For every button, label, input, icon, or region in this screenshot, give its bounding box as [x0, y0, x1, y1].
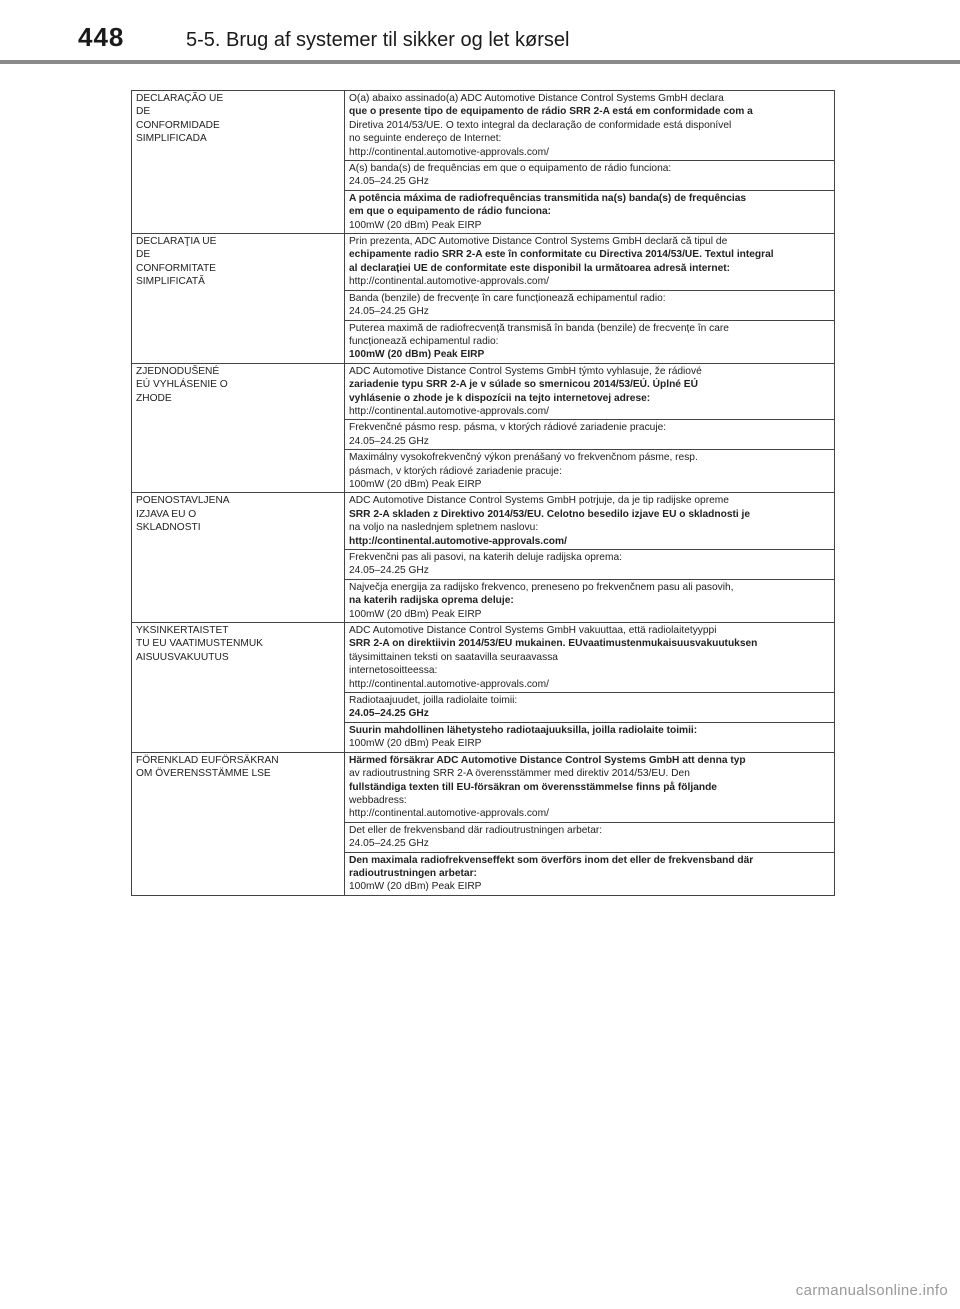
- declaration-text-line: zariadenie typu SRR 2-A je v súlade so smernicou 2014/53/EÚ. Úplné EÚ: [349, 379, 698, 391]
- declaration-text: [345, 234, 835, 291]
- declaration-title-line: YKSINKERTAISTET: [136, 625, 229, 637]
- declaration-title-line: FÖRENKLAD EUFÖRSÄKRAN: [136, 754, 279, 766]
- declaration-text-line: Den maximala radiofrekvenseffekt som överförs inom det eller de frekvensband där: [349, 854, 754, 866]
- declaration-title-line: IZJAVA EU O: [136, 508, 197, 520]
- declaration-text-line: http://continental.automotive-approvals.com/: [349, 808, 549, 820]
- declaration-text-line: Puterea maximă de radiofrecvență transmisă în banda (benzile) de frecvențe în care: [349, 322, 729, 334]
- declaration-text-line: Frekvenčni pas ali pasovi, na katerih deluje radijska oprema:: [349, 552, 622, 563]
- declaration-text-line: al declarației UE de conformitate este disponibil la următoarea adresă internet:: [349, 262, 731, 274]
- declaration-text-line: A(s) banda(s) de frequências em que o equipamento de rádio funciona:: [349, 163, 672, 175]
- declaration-text-line: 24.05–24.25 GHz: [349, 838, 429, 850]
- declaration-row: [132, 234, 835, 291]
- declaration-text-line: Banda (benzile) de frecvențe în care funcționează echipamentul radio:: [349, 292, 666, 304]
- declaration-text-line: Radiotaajuudet, joilla radiolaite toimii:: [349, 695, 518, 707]
- declaration-text-line: que o presente tipo de equipamento de rádio SRR 2-A está em conformidade com a: [349, 106, 753, 118]
- declaration-title-line: SKLADNOSTI: [136, 522, 201, 534]
- declaration-text-line: täysimittainen teksti on saatavilla seuraavassa: [349, 651, 558, 663]
- declaration-text-line: ADC Automotive Distance Control Systems GmbH potrjuje, da je tip radijske opreme: [349, 495, 729, 507]
- declaration-text-line: http://continental.automotive-approvals.com/: [349, 405, 549, 417]
- declaration-text-line: ADC Automotive Distance Control Systems GmbH týmto vyhlasuje, že rádiové: [349, 365, 702, 377]
- declaration-text-line: 24.05–24.25 GHz: [349, 176, 429, 188]
- header-divider: [0, 60, 960, 64]
- declaration-title: [132, 363, 345, 493]
- declaration-row: [132, 752, 835, 822]
- declaration-text-line: em que o equipamento de rádio funciona:: [349, 206, 552, 218]
- declaration-row: [132, 493, 835, 550]
- declaration-text: [345, 852, 835, 895]
- declaration-row: [132, 91, 835, 161]
- declaration-title-line: SIMPLIFICADA: [136, 133, 207, 145]
- declaration-text-line: Suurin mahdollinen lähetysteho radiotaajuuksilla, joilla radiolaite toimii:: [349, 724, 698, 736]
- declaration-text-line: na voljo na naslednjem spletnem naslovu:: [349, 522, 539, 534]
- declaration-text-line: 24.05–24.25 GHz: [349, 306, 429, 318]
- declaration-text-line: 100mW (20 dBm) Peak EIRP: [349, 738, 482, 750]
- declaration-text-line: http://continental.automotive-approvals.com/: [349, 678, 549, 690]
- declaration-text-line: radioutrustningen arbetar:: [349, 867, 477, 879]
- declaration-title-line: DECLARAÇÃO UE: [136, 93, 224, 104]
- declaration-text: [345, 320, 835, 363]
- declaration-text-line: av radioutrustning SRR 2-A överensstämmer med direktiv 2014/53/EU. Den: [349, 768, 690, 780]
- declaration-text-line: SRR 2-A skladen z Direktivo 2014/53/EU. Celotno besedilo izjave EU o skladnosti je: [349, 508, 751, 520]
- declaration-text-line: na katerih radijska oprema deluje:: [349, 595, 514, 607]
- declaration-title: [132, 91, 345, 234]
- declaration-text: [345, 290, 835, 320]
- declaration-text-line: 24.05–24.25 GHz: [349, 565, 429, 577]
- declaration-title-line: ZHODE: [136, 392, 172, 404]
- declaration-text-line: A potência máxima de radiofrequências transmitida na(s) banda(s) de frequências: [349, 192, 747, 204]
- declaration-text: [345, 450, 835, 493]
- declaration-text-line: internetosoitteessa:: [349, 665, 438, 677]
- declaration-title-line: CONFORMITATE: [136, 262, 216, 274]
- watermark-logo: carmanualsonline.info: [795, 1282, 948, 1299]
- declaration-title-line: TU EU VAATIMUSTENMUK: [136, 638, 263, 650]
- declaration-text: [345, 722, 835, 752]
- declaration-text: [345, 363, 835, 420]
- declaration-text-line: 100mW (20 dBm) Peak EIRP: [349, 478, 482, 490]
- declaration-title-line: AISUUSVAKUUTUS: [136, 651, 229, 663]
- declaration-text-line: Diretiva 2014/53/UE. O texto integral da declaração de conformidade está disponível: [349, 119, 732, 131]
- declaration-text-line: http://continental.automotive-approvals.com/: [349, 535, 567, 547]
- declaration-text: [345, 693, 835, 723]
- declaration-text: [345, 579, 835, 622]
- declaration-text-line: 100mW (20 dBm) Peak EIRP: [349, 608, 482, 620]
- declaration-text-line: fullständiga texten till EU-försäkran om överensstämmelse finns på följande: [349, 781, 717, 793]
- declaration-title-line: CONFORMIDADE: [136, 119, 220, 131]
- declaration-text-line: Prin prezenta, ADC Automotive Distance Control Systems GmbH declară că tipul de: [349, 236, 728, 248]
- declaration-text: [345, 190, 835, 233]
- declaration-text-line: Maximálny vysokofrekvenčný výkon prenášaný vo frekvenčnom pásme, resp.: [349, 452, 698, 464]
- declaration-text-line: 100mW (20 dBm) Peak EIRP: [349, 219, 482, 231]
- declaration-text-line: 100mW (20 dBm) Peak EIRP: [349, 349, 485, 361]
- declaration-title: [132, 752, 345, 895]
- declaration-text-line: webbadress:: [349, 794, 407, 806]
- page-number: 448: [78, 22, 125, 52]
- declaration-text-line: Frekvenčné pásmo resp. pásma, v ktorých rádiové zariadenie pracuje:: [349, 422, 667, 434]
- declaration-text: [345, 623, 835, 693]
- declaration-text: [345, 161, 835, 191]
- declaration-title-line: DE: [136, 106, 151, 118]
- page-header: [0, 0, 960, 62]
- declaration-text-line: funcționează echipamentul radio:: [349, 335, 499, 347]
- declaration-text: [345, 420, 835, 450]
- declaration-text-line: 100mW (20 dBm) Peak EIRP: [349, 881, 482, 893]
- declaration-text-line: echipamente radio SRR 2-A este în conformitate cu Directiva 2014/53/UE. Textul integral: [349, 249, 774, 261]
- declaration-title: [132, 623, 345, 753]
- declaration-text-line: Härmed försäkrar ADC Automotive Distance Control Systems GmbH att denna typ: [349, 754, 746, 766]
- declaration-title-line: OM ÖVERENSSTÄMME LSE: [136, 768, 271, 780]
- declaration-text-line: Največja energija za radijsko frekvenco, preneseno po frekvenčnem pasu ali pasovih,: [349, 581, 734, 593]
- declaration-text-line: vyhlásenie o zhode je k dispozícii na tejto internetovej adrese:: [349, 392, 651, 404]
- declaration-text-line: no seguinte endereço de Internet:: [349, 133, 502, 145]
- declarations-table: [131, 90, 835, 896]
- declaration-title: [132, 234, 345, 364]
- declaration-text-line: http://continental.automotive-approvals.com/: [349, 146, 549, 158]
- declaration-text: [345, 91, 835, 161]
- declaration-title-line: DECLARAŢIA UE: [136, 236, 217, 248]
- declaration-text-line: SRR 2-A on direktiivin 2014/53/EU mukainen. EUvaatimustenmukaisuusvakuutuksen: [349, 638, 758, 650]
- declaration-text-line: http://continental.automotive-approvals.com/: [349, 276, 549, 288]
- declaration-title-line: EÚ VYHLÁSENIE O: [136, 379, 228, 391]
- declaration-text-line: 24.05–24.25 GHz: [349, 435, 429, 447]
- declaration-title-line: DE: [136, 249, 151, 261]
- declaration-title-line: SIMPLIFICATĂ: [136, 276, 205, 288]
- section-title: 5-5. Brug af systemer til sikker og let kørsel: [186, 29, 570, 51]
- declaration-text-line: pásmach, v ktorých rádiové zariadenie pracuje:: [349, 465, 562, 477]
- declaration-text-line: Det eller de frekvensband där radioutrustningen arbetar:: [349, 824, 603, 836]
- declaration-row: [132, 623, 835, 693]
- declaration-text-line: 24.05–24.25 GHz: [349, 708, 429, 720]
- declaration-title: [132, 493, 345, 623]
- declaration-text: [345, 822, 835, 852]
- declaration-text: [345, 550, 835, 580]
- declaration-text: [345, 752, 835, 822]
- declaration-text-line: O(a) abaixo assinado(a) ADC Automotive Distance Control Systems GmbH declara: [349, 93, 724, 104]
- declaration-text-line: ADC Automotive Distance Control Systems GmbH vakuuttaa, että radiolaitetyyppi: [349, 625, 717, 637]
- declaration-title-line: POENOSTAVLJENA: [136, 495, 230, 507]
- declaration-title-line: ZJEDNODUŠENÉ: [136, 365, 220, 377]
- declaration-text: [345, 493, 835, 550]
- declaration-row: [132, 363, 835, 420]
